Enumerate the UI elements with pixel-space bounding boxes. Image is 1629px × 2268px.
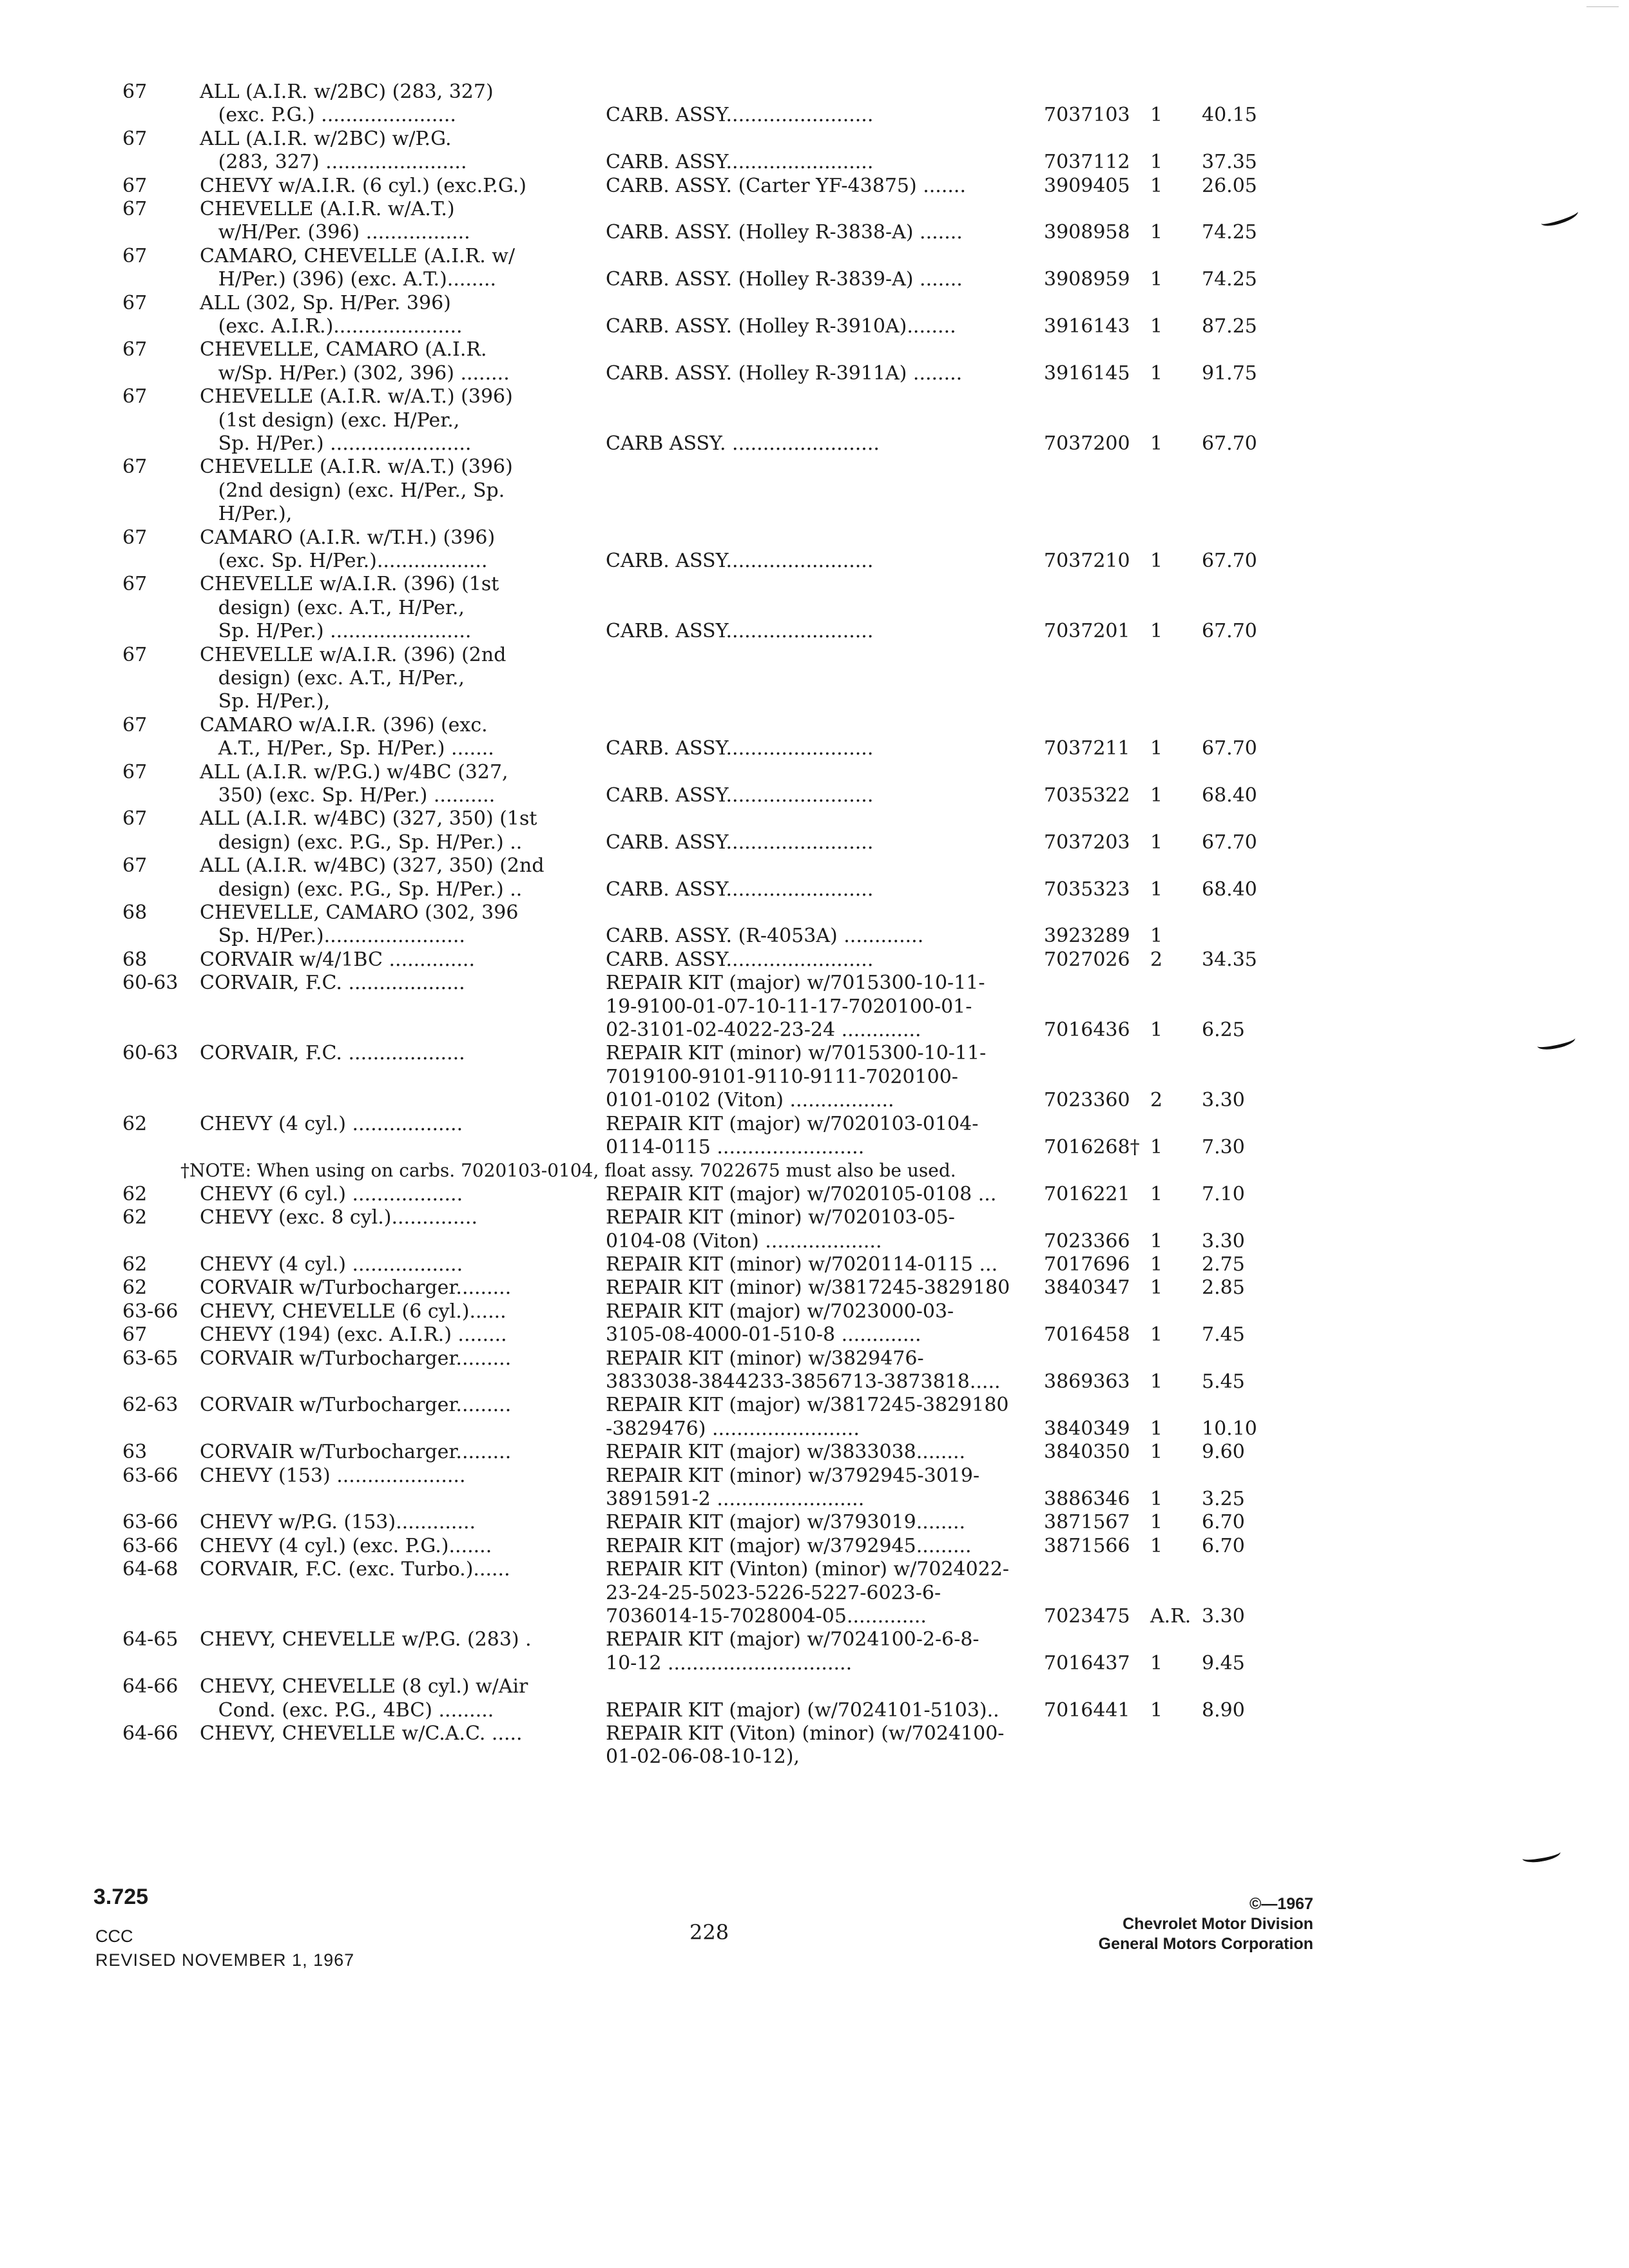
row-application: Sp. H/Per.), bbox=[200, 690, 331, 713]
row-quantity: 1 bbox=[1150, 362, 1163, 385]
row-description: CARB. ASSY........................ bbox=[606, 737, 874, 760]
row-year: 67 bbox=[122, 128, 148, 150]
row-part-number: 7017696 bbox=[1044, 1253, 1130, 1276]
row-year: 63-66 bbox=[122, 1535, 178, 1557]
row-quantity: 1 bbox=[1150, 878, 1163, 901]
row-year: 64-66 bbox=[122, 1675, 178, 1698]
row-description: REPAIR KIT (major) w/7020105-0108 ... bbox=[606, 1183, 997, 1206]
row-part-number: 3916143 bbox=[1044, 315, 1130, 338]
row-application: CORVAIR w/Turbocharger......... bbox=[200, 1441, 512, 1463]
row-year: 64-66 bbox=[122, 1722, 178, 1745]
row-price: 91.75 bbox=[1202, 362, 1257, 385]
row-application: CHEVY (4 cyl.) .................. bbox=[200, 1113, 463, 1135]
scan-binding-mark bbox=[1536, 1032, 1577, 1052]
row-application: CORVAIR w/Turbocharger......... bbox=[200, 1347, 512, 1370]
row-description: 3105-08-4000-01-510-8 ............. bbox=[606, 1323, 921, 1346]
row-year: 67 bbox=[122, 81, 148, 103]
row-year: 68 bbox=[122, 901, 148, 924]
row-description: 10-12 .............................. bbox=[606, 1652, 853, 1675]
row-description: CARB. ASSY. (Carter YF-43875) ....... bbox=[606, 175, 966, 197]
row-year: 67 bbox=[122, 198, 148, 220]
row-price: 34.35 bbox=[1202, 948, 1257, 971]
row-price: 6.70 bbox=[1202, 1535, 1245, 1557]
row-price: 2.85 bbox=[1202, 1276, 1245, 1299]
row-description: REPAIR KIT (major) w/3793019........ bbox=[606, 1511, 966, 1533]
row-description: 19-9100-01-07-10-11-17-7020100-01- bbox=[606, 995, 972, 1018]
row-application: A.T., H/Per., Sp. H/Per.) ....... bbox=[200, 737, 494, 760]
row-description: 7019100-9101-9110-9111-7020100- bbox=[606, 1066, 958, 1088]
row-year: 63-66 bbox=[122, 1465, 178, 1487]
row-quantity: 1 bbox=[1150, 1441, 1163, 1463]
row-part-number: 7023360 bbox=[1044, 1089, 1130, 1111]
row-application: Cond. (exc. P.G., 4BC) ......... bbox=[200, 1699, 494, 1722]
row-quantity: 1 bbox=[1150, 268, 1163, 291]
row-application: CHEVELLE, CAMARO (302, 396 bbox=[200, 901, 519, 924]
row-quantity: 1 bbox=[1150, 1488, 1163, 1510]
row-description: 0114-0115 ........................ bbox=[606, 1136, 865, 1158]
row-application: ALL (A.I.R. w/P.G.) w/4BC (327, bbox=[200, 761, 508, 783]
row-application: CORVAIR w/Turbocharger......... bbox=[200, 1394, 512, 1416]
row-application: (283, 327) ....................... bbox=[200, 151, 467, 173]
row-application: H/Per.), bbox=[200, 503, 293, 525]
row-part-number: 7037201 bbox=[1044, 620, 1130, 642]
row-year: 67 bbox=[122, 385, 148, 408]
row-year: 67 bbox=[122, 526, 148, 549]
row-quantity: 1 bbox=[1150, 1276, 1163, 1299]
row-description: 02-3101-02-4022-23-24 ............. bbox=[606, 1019, 921, 1041]
copyright-year: ©—1967 bbox=[1249, 1895, 1313, 1913]
row-quantity: 1 bbox=[1150, 550, 1163, 572]
row-price: 6.25 bbox=[1202, 1019, 1245, 1041]
row-description: CARB. ASSY........................ bbox=[606, 620, 874, 642]
row-price: 2.75 bbox=[1202, 1253, 1245, 1276]
row-part-number: 7023475 bbox=[1044, 1605, 1130, 1628]
row-year: 62 bbox=[122, 1183, 148, 1206]
row-price: 87.25 bbox=[1202, 315, 1257, 338]
row-price: 67.70 bbox=[1202, 620, 1257, 642]
row-description: REPAIR KIT (major) w/7015300-10-11- bbox=[606, 972, 985, 994]
row-description: 7036014-15-7028004-05............. bbox=[606, 1605, 927, 1628]
row-application: ALL (A.I.R. w/2BC) (283, 327) bbox=[200, 81, 494, 103]
row-year: 63 bbox=[122, 1441, 148, 1463]
row-year: 64-65 bbox=[122, 1628, 178, 1651]
row-part-number: 3886346 bbox=[1044, 1488, 1130, 1510]
row-description: REPAIR KIT (Viton) (minor) (w/7024100- bbox=[606, 1722, 1005, 1745]
row-quantity: 1 bbox=[1150, 784, 1163, 807]
row-year: 67 bbox=[122, 1323, 148, 1346]
row-price: 7.10 bbox=[1202, 1183, 1245, 1206]
row-description: CARB. ASSY........................ bbox=[606, 831, 874, 854]
row-application: CORVAIR w/Turbocharger......... bbox=[200, 1276, 512, 1299]
row-application: CORVAIR, F.C. (exc. Turbo.)...... bbox=[200, 1558, 510, 1581]
row-application: CORVAIR w/4/1BC .............. bbox=[200, 948, 476, 971]
row-description: REPAIR KIT (major) w/3792945......... bbox=[606, 1535, 972, 1557]
row-price: 74.25 bbox=[1202, 221, 1257, 244]
row-part-number: 7016437 bbox=[1044, 1652, 1130, 1675]
row-part-number: 3909405 bbox=[1044, 175, 1130, 197]
row-application: CHEVY, CHEVELLE w/C.A.C. ..... bbox=[200, 1722, 523, 1745]
row-part-number: 7016221 bbox=[1044, 1183, 1130, 1206]
row-price: 68.40 bbox=[1202, 784, 1257, 807]
row-price: 3.30 bbox=[1202, 1230, 1245, 1253]
division-name: Chevrolet Motor Division bbox=[1123, 1915, 1313, 1933]
row-price: 74.25 bbox=[1202, 268, 1257, 291]
row-year: 67 bbox=[122, 338, 148, 361]
row-year: 67 bbox=[122, 714, 148, 736]
row-description: REPAIR KIT (Vinton) (minor) w/7024022- bbox=[606, 1558, 1010, 1581]
row-application: (exc. P.G.) ...................... bbox=[200, 104, 456, 126]
row-part-number: 7037200 bbox=[1044, 432, 1130, 455]
row-application: CHEVELLE (A.I.R. w/A.T.) (396) bbox=[200, 456, 513, 478]
row-quantity: 1 bbox=[1150, 1652, 1163, 1675]
row-part-number: 3871566 bbox=[1044, 1535, 1130, 1557]
row-quantity: 1 bbox=[1150, 831, 1163, 854]
row-quantity: 1 bbox=[1150, 737, 1163, 760]
row-year: 60-63 bbox=[122, 1042, 178, 1064]
row-description: REPAIR KIT (minor) w/3792945-3019- bbox=[606, 1465, 980, 1487]
row-description: 3891591-2 ........................ bbox=[606, 1488, 865, 1510]
row-quantity: 1 bbox=[1150, 315, 1163, 338]
corporation-name: General Motors Corporation bbox=[1098, 1935, 1313, 1953]
row-year: 67 bbox=[122, 761, 148, 783]
row-description: CARB. ASSY. (Holley R-3910A)........ bbox=[606, 315, 956, 338]
row-application: CHEVY (194) (exc. A.I.R.) ........ bbox=[200, 1323, 507, 1346]
row-price: 7.45 bbox=[1202, 1323, 1245, 1346]
row-quantity: 1 bbox=[1150, 151, 1163, 173]
row-description: CARB. ASSY........................ bbox=[606, 550, 874, 572]
page-number: 228 bbox=[689, 1920, 729, 1945]
row-description: CARB. ASSY. (R-4053A) ............. bbox=[606, 925, 924, 947]
row-price: 9.60 bbox=[1202, 1441, 1245, 1463]
row-application: Sp. H/Per.)....................... bbox=[200, 925, 465, 947]
row-application: CHEVY (4 cyl.) .................. bbox=[200, 1253, 463, 1276]
scan-binding-mark bbox=[1539, 206, 1580, 229]
row-description: CARB. ASSY........................ bbox=[606, 104, 874, 126]
row-part-number: 7037112 bbox=[1044, 151, 1130, 173]
row-year: 62-63 bbox=[122, 1394, 178, 1416]
row-application: CHEVY (6 cyl.) .................. bbox=[200, 1183, 463, 1206]
row-description: REPAIR KIT (minor) w/3817245-3829180 bbox=[606, 1276, 1010, 1299]
row-quantity: 1 bbox=[1150, 175, 1163, 197]
row-price: 10.10 bbox=[1202, 1418, 1257, 1440]
row-quantity: 1 bbox=[1150, 1511, 1163, 1533]
row-application: design) (exc. A.T., H/Per., bbox=[200, 667, 465, 689]
row-description: REPAIR KIT (minor) w/7020114-0115 ... bbox=[606, 1253, 998, 1276]
row-price: 37.35 bbox=[1202, 151, 1257, 173]
row-part-number: 3908959 bbox=[1044, 268, 1130, 291]
row-year: 67 bbox=[122, 175, 148, 197]
row-description: REPAIR KIT (major) w/7023000-03- bbox=[606, 1300, 954, 1323]
row-application: w/H/Per. (396) ................. bbox=[200, 221, 470, 244]
row-year: 67 bbox=[122, 245, 148, 267]
row-year: 64-68 bbox=[122, 1558, 178, 1581]
row-quantity: 1 bbox=[1150, 1323, 1163, 1346]
row-description: CARB. ASSY. (Holley R-3911A) ........ bbox=[606, 362, 963, 385]
ccc-code: CCC bbox=[95, 1927, 133, 1946]
row-year: 68 bbox=[122, 948, 148, 971]
row-description: 3833038-3844233-3856713-3873818..... bbox=[606, 1370, 1001, 1393]
row-quantity: 1 bbox=[1150, 104, 1163, 126]
row-year: 62 bbox=[122, 1113, 148, 1135]
row-application: CHEVELLE (A.I.R. w/A.T.) bbox=[200, 198, 455, 220]
row-application: CHEVY w/P.G. (153)............. bbox=[200, 1511, 476, 1533]
row-description: CARB. ASSY........................ bbox=[606, 784, 874, 807]
row-application: design) (exc. A.T., H/Per., bbox=[200, 597, 465, 619]
row-application: CHEVY, CHEVELLE w/P.G. (283) . bbox=[200, 1628, 532, 1651]
row-price: 68.40 bbox=[1202, 878, 1257, 901]
row-year: 67 bbox=[122, 807, 148, 830]
row-price: 3.30 bbox=[1202, 1089, 1245, 1111]
row-description: CARB. ASSY........................ bbox=[606, 878, 874, 901]
row-description: CARB. ASSY........................ bbox=[606, 151, 874, 173]
row-price: 7.30 bbox=[1202, 1136, 1245, 1158]
row-part-number: 7027026 bbox=[1044, 948, 1130, 971]
row-part-number: 7023366 bbox=[1044, 1230, 1130, 1253]
row-application: CHEVY, CHEVELLE (6 cyl.)...... bbox=[200, 1300, 506, 1323]
row-part-number: 3840347 bbox=[1044, 1276, 1130, 1299]
row-quantity: 1 bbox=[1150, 1253, 1163, 1276]
row-part-number: 7035323 bbox=[1044, 878, 1130, 901]
row-application: CORVAIR, F.C. ................... bbox=[200, 972, 465, 994]
row-quantity: 1 bbox=[1150, 1370, 1163, 1393]
row-price: 67.70 bbox=[1202, 550, 1257, 572]
row-quantity: 1 bbox=[1150, 925, 1163, 947]
row-quantity: 1 bbox=[1150, 1183, 1163, 1206]
row-quantity: 1 bbox=[1150, 1019, 1163, 1041]
row-description: REPAIR KIT (major) w/7020103-0104- bbox=[606, 1113, 979, 1135]
row-part-number: 7016458 bbox=[1044, 1323, 1130, 1346]
row-price: 67.70 bbox=[1202, 432, 1257, 455]
row-part-number: 7016268† bbox=[1044, 1136, 1140, 1158]
row-quantity: 2 bbox=[1150, 1089, 1163, 1111]
row-application: CHEVY (4 cyl.) (exc. P.G.)....... bbox=[200, 1535, 492, 1557]
row-year: 62 bbox=[122, 1276, 148, 1299]
row-application: CHEVY (153) ..................... bbox=[200, 1465, 466, 1487]
row-year: 60-63 bbox=[122, 972, 178, 994]
row-application: ALL (302, Sp. H/Per. 396) bbox=[200, 292, 451, 314]
row-part-number: 3869363 bbox=[1044, 1370, 1130, 1393]
row-description: REPAIR KIT (major) (w/7024101-5103).. bbox=[606, 1699, 999, 1722]
row-application: (1st design) (exc. H/Per., bbox=[200, 409, 460, 432]
row-price: 67.70 bbox=[1202, 831, 1257, 854]
row-description: REPAIR KIT (minor) w/7020103-05- bbox=[606, 1206, 955, 1229]
scan-hairline bbox=[1586, 6, 1619, 7]
row-description: CARB ASSY. ........................ bbox=[606, 432, 880, 455]
row-price: 8.90 bbox=[1202, 1699, 1245, 1722]
row-application: CAMARO (A.I.R. w/T.H.) (396) bbox=[200, 526, 496, 549]
row-quantity: 1 bbox=[1150, 620, 1163, 642]
row-application: CHEVELLE, CAMARO (A.I.R. bbox=[200, 338, 487, 361]
row-description: CARB. ASSY. (Holley R-3838-A) ....... bbox=[606, 221, 963, 244]
row-application: CHEVY (exc. 8 cyl.).............. bbox=[200, 1206, 477, 1229]
row-application: CHEVELLE w/A.I.R. (396) (1st bbox=[200, 573, 499, 595]
row-part-number: 7037103 bbox=[1044, 104, 1130, 126]
row-year: 67 bbox=[122, 644, 148, 666]
row-application: ALL (A.I.R. w/2BC) w/P.G. bbox=[200, 128, 452, 150]
row-application: (2nd design) (exc. H/Per., Sp. bbox=[200, 479, 505, 502]
row-application: CAMARO w/A.I.R. (396) (exc. bbox=[200, 714, 488, 736]
row-description: 01-02-06-08-10-12), bbox=[606, 1745, 800, 1768]
copyright-block bbox=[1099, 1894, 1313, 1954]
row-year: 63-66 bbox=[122, 1300, 178, 1323]
row-description: REPAIR KIT (major) w/3833038........ bbox=[606, 1441, 966, 1463]
row-quantity: 2 bbox=[1150, 948, 1163, 971]
row-part-number: 3840349 bbox=[1044, 1418, 1130, 1440]
row-description: 0104-08 (Viton) ................... bbox=[606, 1230, 882, 1253]
row-price: 5.45 bbox=[1202, 1370, 1245, 1393]
row-quantity: 1 bbox=[1150, 1418, 1163, 1440]
row-price: 26.05 bbox=[1202, 175, 1257, 197]
row-application: CAMARO, CHEVELLE (A.I.R. w/ bbox=[200, 245, 516, 267]
row-description: REPAIR KIT (major) w/3817245-3829180 bbox=[606, 1394, 1009, 1416]
row-year: 67 bbox=[122, 854, 148, 877]
row-quantity: 1 bbox=[1150, 1699, 1163, 1722]
section-number: 3.725 bbox=[93, 1885, 149, 1909]
row-year: 62 bbox=[122, 1253, 148, 1276]
row-part-number: 7037203 bbox=[1044, 831, 1130, 854]
row-quantity: 1 bbox=[1150, 1230, 1163, 1253]
row-application: design) (exc. P.G., Sp. H/Per.) .. bbox=[200, 878, 523, 901]
row-description: 0101-0102 (Viton) ................. bbox=[606, 1089, 894, 1111]
row-description: 23-24-25-5023-5226-5227-6023-6- bbox=[606, 1582, 941, 1604]
scan-binding-mark bbox=[1521, 1846, 1561, 1865]
row-year: 67 bbox=[122, 573, 148, 595]
row-description: -3829476) ........................ bbox=[606, 1418, 860, 1440]
row-quantity: 1 bbox=[1150, 432, 1163, 455]
row-description: REPAIR KIT (minor) w/7015300-10-11- bbox=[606, 1042, 987, 1064]
row-quantity: A.R. bbox=[1150, 1605, 1191, 1628]
row-application: Sp. H/Per.) ....................... bbox=[200, 432, 472, 455]
row-application: 350) (exc. Sp. H/Per.) .......... bbox=[200, 784, 496, 807]
row-year: 63-66 bbox=[122, 1511, 178, 1533]
row-part-number: 3908958 bbox=[1044, 221, 1130, 244]
row-part-number: 7035322 bbox=[1044, 784, 1130, 807]
table-note: †NOTE: When using on carbs. 7020103-0104, float assy. 7022675 must also be used. bbox=[180, 1160, 956, 1181]
row-year: 63-65 bbox=[122, 1347, 178, 1370]
row-description: CARB. ASSY........................ bbox=[606, 948, 874, 971]
row-price: 9.45 bbox=[1202, 1652, 1245, 1675]
row-quantity: 1 bbox=[1150, 1535, 1163, 1557]
row-part-number: 7016441 bbox=[1044, 1699, 1130, 1722]
row-price: 6.70 bbox=[1202, 1511, 1245, 1533]
row-application: ALL (A.I.R. w/4BC) (327, 350) (1st bbox=[200, 807, 537, 830]
row-application: CHEVY, CHEVELLE (8 cyl.) w/Air bbox=[200, 1675, 528, 1698]
row-application: CHEVELLE (A.I.R. w/A.T.) (396) bbox=[200, 385, 513, 408]
row-application: CORVAIR, F.C. ................... bbox=[200, 1042, 465, 1064]
row-part-number: 3923289 bbox=[1044, 925, 1130, 947]
row-year: 67 bbox=[122, 456, 148, 478]
row-application: (exc. A.I.R.)..................... bbox=[200, 315, 463, 338]
row-application: design) (exc. P.G., Sp. H/Per.) .. bbox=[200, 831, 523, 854]
row-application: H/Per.) (396) (exc. A.T.)........ bbox=[200, 268, 497, 291]
row-part-number: 3871567 bbox=[1044, 1511, 1130, 1533]
row-price: 67.70 bbox=[1202, 737, 1257, 760]
row-part-number: 7037210 bbox=[1044, 550, 1130, 572]
row-description: CARB. ASSY. (Holley R-3839-A) ....... bbox=[606, 268, 963, 291]
row-application: CHEVELLE w/A.I.R. (396) (2nd bbox=[200, 644, 506, 666]
row-part-number: 7037211 bbox=[1044, 737, 1130, 760]
row-part-number: 7016436 bbox=[1044, 1019, 1130, 1041]
row-part-number: 3916145 bbox=[1044, 362, 1130, 385]
row-price: 3.25 bbox=[1202, 1488, 1245, 1510]
row-year: 67 bbox=[122, 292, 148, 314]
row-description: REPAIR KIT (major) w/7024100-2-6-8- bbox=[606, 1628, 979, 1651]
row-part-number: 3840350 bbox=[1044, 1441, 1130, 1463]
row-quantity: 1 bbox=[1150, 221, 1163, 244]
row-application: w/Sp. H/Per.) (302, 396) ........ bbox=[200, 362, 510, 385]
row-price: 3.30 bbox=[1202, 1605, 1245, 1628]
row-application: (exc. Sp. H/Per.).................. bbox=[200, 550, 488, 572]
row-year: 62 bbox=[122, 1206, 148, 1229]
row-description: REPAIR KIT (minor) w/3829476- bbox=[606, 1347, 924, 1370]
revision-date: REVISED NOVEMBER 1, 1967 bbox=[95, 1950, 355, 1970]
row-quantity: 1 bbox=[1150, 1136, 1163, 1158]
row-price: 40.15 bbox=[1202, 104, 1257, 126]
row-application: Sp. H/Per.) ....................... bbox=[200, 620, 472, 642]
row-application: ALL (A.I.R. w/4BC) (327, 350) (2nd bbox=[200, 854, 545, 877]
row-application: CHEVY w/A.I.R. (6 cyl.) (exc.P.G.) bbox=[200, 175, 526, 197]
